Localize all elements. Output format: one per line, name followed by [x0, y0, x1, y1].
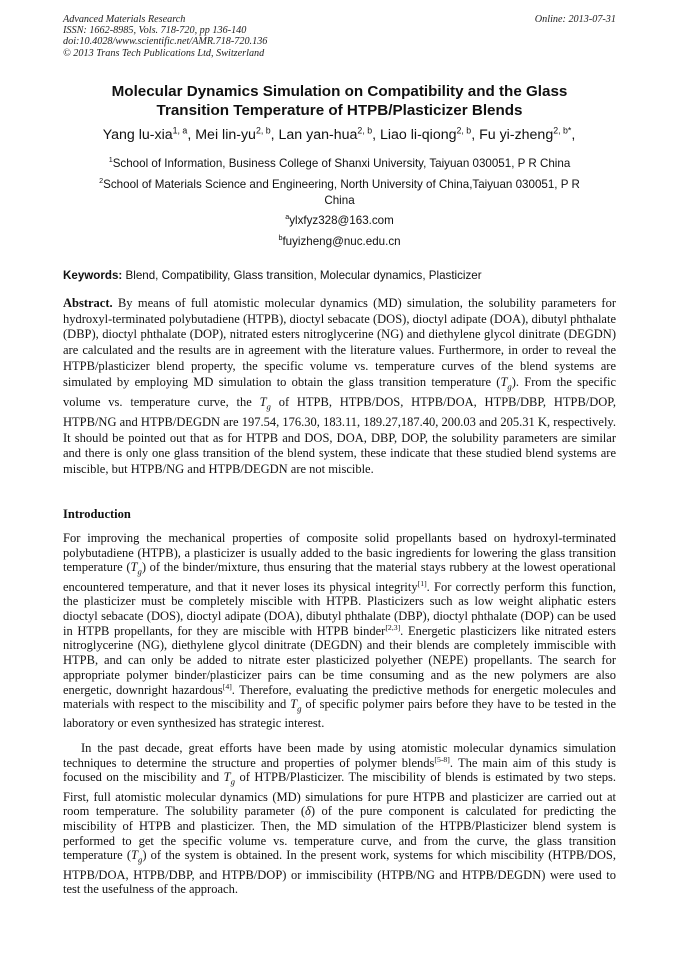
tg-symbol: $T_g$	[130, 560, 142, 577]
journal-issn: ISSN: 1662-8985, Vols. 718-720, pp 136-140	[63, 25, 247, 37]
tg-symbol: $T_g$	[131, 848, 143, 865]
keywords-label: Keywords:	[63, 269, 123, 282]
author-name: Mei lin-yu	[195, 127, 256, 143]
email-mark: a	[285, 212, 290, 222]
online-date: Online: 2013-07-31	[534, 14, 616, 25]
author-name: Fu yi-zheng	[479, 127, 554, 143]
affiliation-text: School of Materials Science and Engineering, North University of China,Taiyuan 030051, P R	[103, 178, 580, 191]
affiliation-text: School of Information, Business College of Shanxi University, Taiyuan 030051, P R China	[112, 157, 571, 170]
email-address[interactable]: ylxfyz328@163.com	[289, 214, 394, 227]
author-name: Liao li-qiong	[380, 127, 457, 143]
citation[interactable]: [5-8]	[434, 754, 450, 764]
author-affiliation-mark: 2, b	[456, 125, 472, 136]
keywords	[63, 268, 616, 283]
citation[interactable]: [1]	[417, 578, 427, 588]
journal-doi: doi:10.4028/www.scientific.net/AMR.718-720.136	[63, 36, 268, 48]
author-affiliation-mark: 2, b*	[553, 125, 572, 136]
abstract	[63, 296, 616, 478]
journal-header	[63, 14, 616, 59]
tg-symbol: $T_g$	[223, 770, 235, 787]
citation[interactable]: [2,3]	[385, 622, 401, 632]
email-b	[63, 234, 616, 249]
email-address[interactable]: fuyizheng@nuc.edu.cn	[282, 235, 401, 248]
author-list: Yang lu-xia$^{1, a}$, Mei lin-yu$^{2, b}$, Lan yan-hua$^{2, b}$, Liao li-qiong$^{2, b}$, Fu yi-zheng$^{2, b*}$,	[102, 125, 576, 143]
affiliation-mark: 1	[108, 155, 113, 165]
email-a	[63, 213, 616, 228]
title-line-2: Transition Temperature of HTPB/Plasticizer Blends	[156, 102, 523, 119]
affiliation-1	[63, 156, 616, 172]
email-mark: b	[278, 233, 283, 243]
tg-symbol: $T_g$	[259, 394, 271, 412]
affiliation-text-cont: China	[324, 193, 355, 207]
keywords-text: Blend, Compatibility, Glass transition, Molecular dynamics, Plasticizer	[125, 269, 482, 282]
affiliation-mark: 2	[99, 176, 104, 186]
abstract-text: of HTPB, HTPB/DOS, HTPB/DOA, HTPB/DBP, HTPB/DOP, HTPB/NG and HTPB/DEGDN are 197.54, 176.30, 183.11, 189.27,187.40, 200.03 and 205.31 K, respectively. It should be pointed out that as for HTPB and DOS, DOA, DBP, DOP, the solubility parameters are similar and there is only one glass transition of the blend system, these indicate that these studied blend systems are miscible, but HTPB/NG and HTPB/DEGDN are not miscible.	[63, 394, 616, 477]
author-affiliation-mark: 2, b	[357, 125, 373, 136]
abstract-text: ). From the specific volume vs. temperature curve, the	[63, 374, 616, 409]
journal-copyright: © 2013 Trans Tech Publications Ltd, Switzerland	[63, 47, 265, 59]
author-name: Lan yan-hua	[278, 127, 358, 143]
author-affiliation-mark: 2, b	[255, 125, 271, 136]
author-affiliation-mark: 1, a	[172, 125, 188, 136]
abstract-text: By means of full atomistic molecular dynamics (MD) simulation, the solubility parameters for hydroxyl-terminated polybutadiene (HTPB), dioctyl sebacate (DOS), dioctyl adipate (DOA), dibutyl phthalate (DBP), dioctyl phthalate (DOP), nitrated esters nitroglycerine (NG) and diethylene glycol dinitrate (DEGDN) are calculated and the results are in agreement with the literature values. Furthermore, in order to reveal the HTPB/plasticizer blend property, the specific volume vs. temperature curves of the blend systems are simulated by employing MD simulation to obtain the glass transition temperature (	[63, 296, 617, 389]
delta-symbol: δ	[305, 804, 311, 819]
journal-name: Advanced Materials Research	[63, 14, 186, 25]
abstract-label: Abstract.	[63, 296, 113, 310]
citation[interactable]: [4]	[222, 681, 232, 691]
tg-symbol: $T_g$	[500, 374, 512, 392]
affiliation-2	[63, 177, 616, 208]
paper-title	[63, 82, 616, 120]
section-heading-introduction: Introduction	[63, 507, 131, 521]
title-line-1: Molecular Dynamics Simulation on Compatibility and the Glass	[111, 83, 568, 100]
intro-paragraph-1: For improving the mechanical properties of composite solid propellants based on hydroxyl-terminated polybutadiene (HTPB), a plasticizer is usually added to the basic ingredients for lowering the glass transition temperature $(T_g)$ of the binder/mixture, thus ensuring that the material stays rubbery at the lowest operational encountered temperature, and that it never loses its physical integrity[1]. For correctly perform this function, the plasticizer must be completely miscible with HTPB. Plasticizers such as low weight aliphatic esters dioctyl sebacate (DOS), dioctyl adipate (DOA), dibutyl phthalate (DBP), dioctyl phthalate (DOP) can be used in HTPB propellants, for they are miscible with HTPB binder[2,3]. Energetic plasticizers like nitrated esters nitroglycerine (NG), diethylene glycol dinitrate (DEGDN) and their blends are completely immiscible with HTPB, and can only be added to nitrate ester plasticized polyether (NEPE) propellants. The search for appropriate polymer binder/plasticizer pairs can be time consuming and as the new polymers are also energetic, downright hazardous[4]. Therefore, evaluating the predictive methods for energetic molecules and materials with respect to the miscibility and $T_g$ of specific polymer pairs before they have to be tested in the laboratory or even synthesized has strategic interest.	[63, 531, 617, 731]
tg-symbol: $T_g$	[290, 697, 302, 714]
intro-paragraph-2: In the past decade, great efforts have been made by using atomistic molecular dynamics simulation techniques to determine the structure and properties of polymer blends[5-8]. The main aim of this study is focused on the miscibility and $T_g$ of HTPB/Plasticizer. The miscibility of blends is estimated by two steps. First, full atomistic molecular dynamics (MD) simulations for pure HTPB and plasticizer are carried out at room temperature. The solubility parameter (δ) of the pure component is calculated for predicting the miscibility of HTPB and plasticizer. Then, the MD simulation of the HTPB/Plasticizer blend system is performed to get the specific volume vs. temperature curve, and from the curve, the glass transition temperature $(T_g)$ of the system is obtained. In the present work, systems for which miscibility (HTPB/DOS, HTPB/DOA, HTPB/DBP, and HTPB/DOP) or immiscibility (HTPB/NG and HTPB/DEGDN) were used to test the usefulness of the approach.	[63, 741, 617, 897]
author-name: Yang lu-xia	[102, 127, 173, 143]
